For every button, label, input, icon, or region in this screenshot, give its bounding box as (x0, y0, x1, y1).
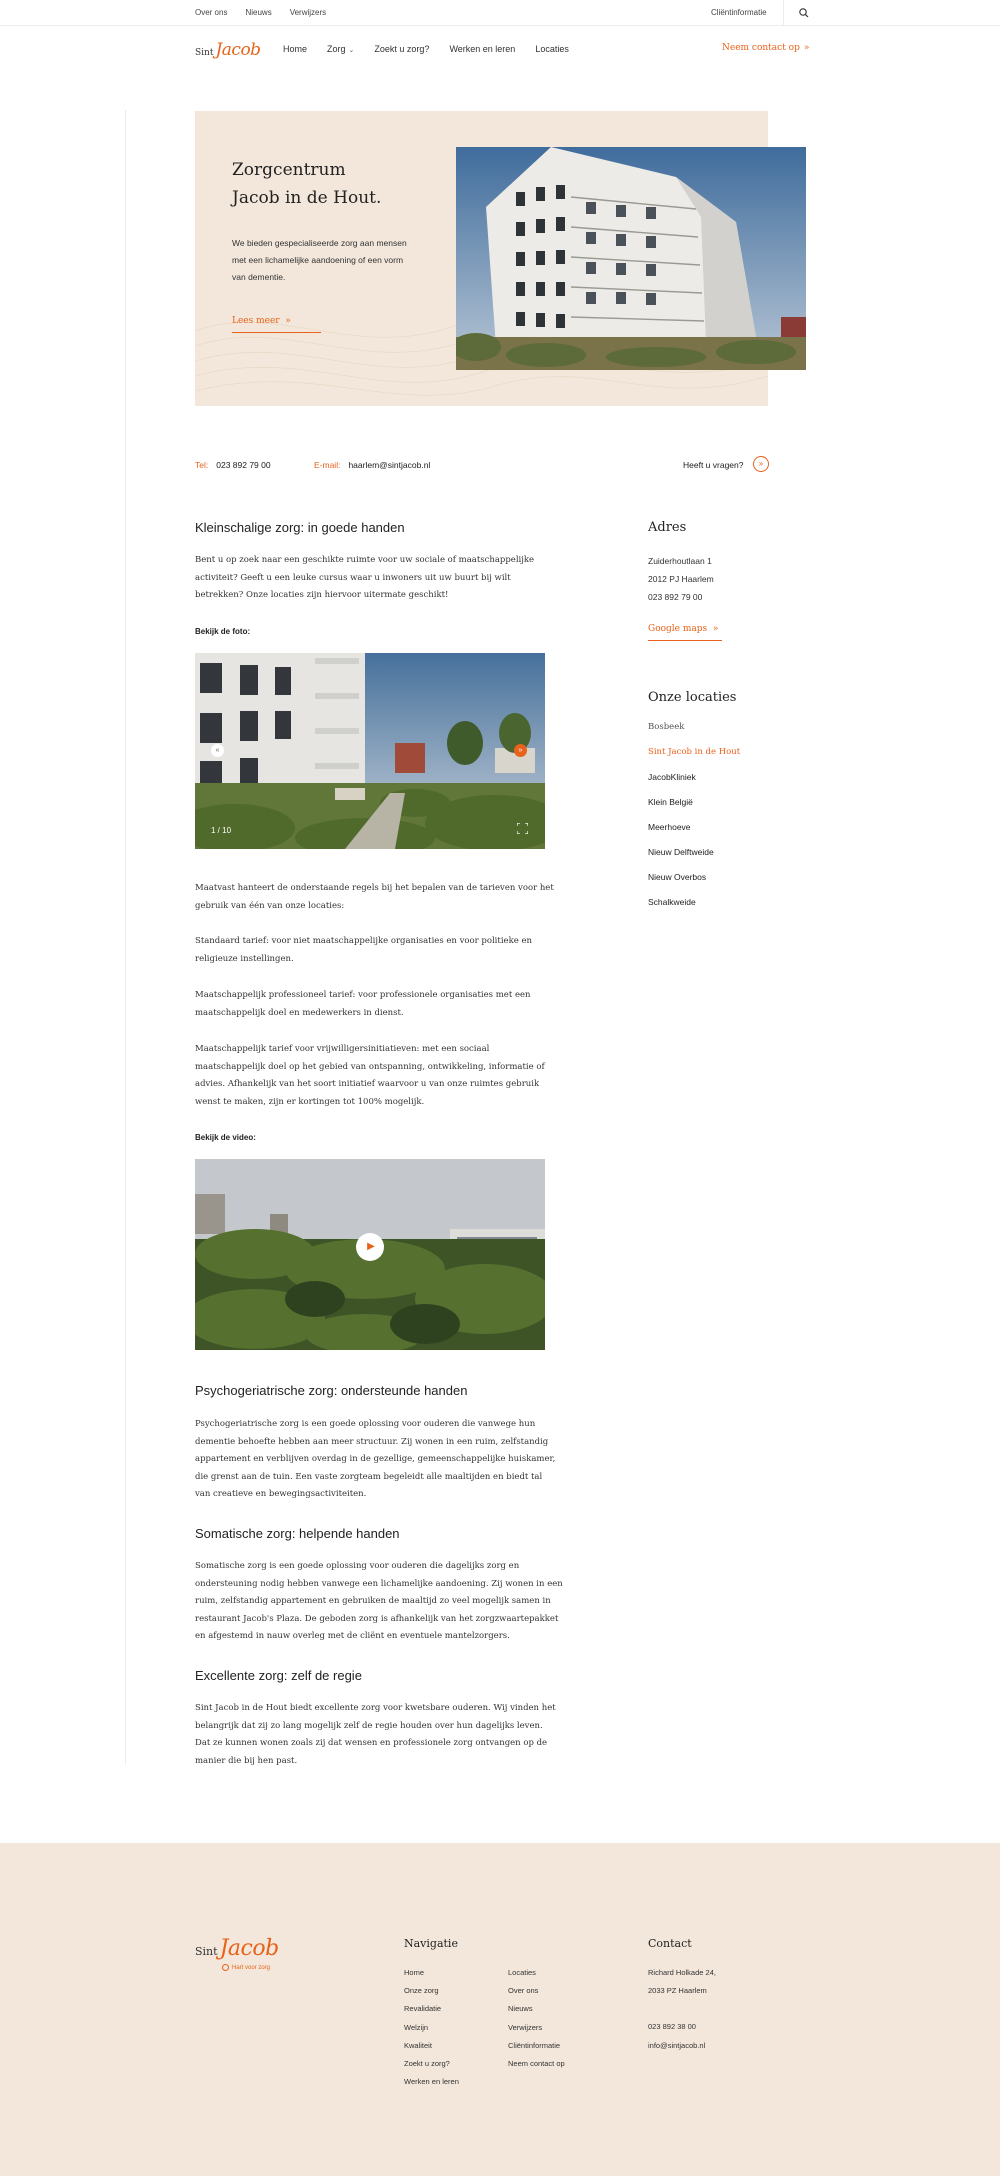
questions-arrow-button[interactable]: » (753, 456, 769, 472)
footer-address-line1: Richard Holkade 24, (648, 1968, 716, 1977)
nav-zorg-label: Zorg (327, 44, 346, 54)
hero (195, 111, 768, 406)
rates-intro: Maatvast hanteert de onderstaande regels bij het bepalen van de tarieven voor het gebruik van één van onze locaties: (195, 883, 554, 911)
play-icon[interactable]: ▶ (356, 1233, 384, 1261)
nav-zorg[interactable] (327, 44, 354, 54)
footer-logo-sint-text: Sint (195, 1945, 218, 1958)
utility-link-verwijzers[interactable]: Verwijzers (289, 8, 327, 17)
section-text-psychogeriatrisch: Psychogeriatrische zorg is een goede oplossing voor ouderen die vanwege hun dementie behoefte hebben aan meer structuur. Zij wonen in een ruim, zelfstandig appartement en verblijven overdag in de gezellige, gemeenschappelijke huiskamer, die grenst aan de tuin. Een vaste zorgteam begeleidt alle maaltijden en biedt tal van creatieve en bewegingsactiviteiten. (195, 1419, 556, 1499)
footer-nav-col1 (404, 1964, 459, 2091)
location-item-nieuw-delftweide[interactable]: Nieuw Delftweide (648, 847, 714, 857)
double-chevron-right-icon: » (282, 316, 291, 326)
gallery-next-button[interactable]: » (514, 744, 527, 757)
footer-link-nieuws[interactable]: Nieuws (508, 2004, 533, 2014)
rates-volunteer: Maatschappelijk tarief voor vrijwilligersinitiatieven: met een sociaal maatschappelijk doel op het gebied van ontspanning, ontwikkeling, informatie of advies. Afhankelijk van het soort initiatief waarvoor u van onze ruimtes gebruik wenst te maken, zijn er kortingen tot 100% mogelijk. (195, 1044, 545, 1107)
section-title-psychogeriatrisch: Psychogeriatrische zorg: ondersteunde handen (195, 1383, 468, 1398)
gallery-counter: 1 / 10 (211, 826, 232, 835)
nav-contact-link[interactable] (722, 43, 809, 53)
footer-link-revalidatie[interactable]: Revalidatie (404, 2004, 442, 2014)
logo-sint-text: Sint (195, 48, 214, 58)
address-title: Adres (648, 520, 687, 535)
utility-divider (783, 0, 784, 26)
location-item-meerhoeve[interactable]: Meerhoeve (648, 822, 691, 832)
address-street: Zuiderhoutlaan 1 (648, 556, 712, 566)
location-item-schalkweide[interactable]: Schalkweide (648, 897, 696, 907)
gallery-prev-button[interactable]: « (211, 744, 224, 757)
footer-link-over-ons[interactable]: Over ons (508, 1986, 539, 1996)
contact-email-label: E-mail: (314, 460, 341, 470)
hero-title (232, 156, 412, 212)
contact-email-value[interactable]: haarlem@sintjacob.nl (348, 460, 431, 470)
footer-logo-jacob-text: Jacob (219, 1936, 279, 1961)
video-label: Bekijk de video: (195, 1133, 256, 1142)
section-title-somatisch: Somatische zorg: helpende handen (195, 1526, 400, 1541)
utility-link-over-ons[interactable]: Over ons (195, 8, 228, 17)
location-item-bosbeek[interactable]: Bosbeek (648, 722, 685, 732)
address-block (648, 552, 714, 606)
footer-link-locaties[interactable]: Locaties (508, 1968, 536, 1977)
hero-title-line1: Zorgcentrum (232, 160, 346, 180)
logo-jacob-text: Jacob (215, 40, 261, 60)
footer-nav-col2 (508, 1964, 565, 2073)
section-text-kleinschalig: Bent u op zoek naar een geschikte ruimte voor uw sociale of maatschappelijke activiteit? Geeft u een leuke cursus waar u inwoners uit uw buurt bij wilt betrekken? Onze locaties zijn hiervoor uitermate geschikt! (195, 555, 535, 600)
footer-link-clientinformatie[interactable]: Cliëntinformatie (508, 2040, 561, 2050)
nav-home[interactable]: Home (283, 44, 308, 54)
questions-text: Heeft u vragen? (683, 460, 744, 470)
section-text-excellent: Sint Jacob in de Hout biedt excellente zorg voor kwetsbare ouderen. Wij vinden het belangrijk dat zij zo lang mogelijk zelf de regie houden over hun dagelijks leven. Dat ze kunnen wonen zoals zij dat wensen en professionele zorg ontvangen op de manier die bij hen past. (195, 1703, 556, 1766)
footer (0, 1843, 1000, 2176)
left-divider (125, 110, 126, 1765)
address-city: 2012 PJ Haarlem (648, 574, 714, 584)
footer-contact-spacer (648, 2000, 716, 2018)
footer-link-welzijn[interactable]: Welzijn (404, 2022, 429, 2032)
double-chevron-right-icon: » (707, 624, 719, 634)
section-text-somatisch: Somatische zorg is een goede oplossing voor ouderen die dagelijks zorg en ondersteuning nodig hebben vanwege een lichamelijke aandoening. Zij wonen in een ruim, zelfstandig appartement en gebruiken de maaltijd zo veel mogelijk samen in restaurant Jacob's Plaza. De geboden zorg is afhankelijk van het zorgzwaartepakket en afgestemd in nauw overleg met de cliënt en eventuele mantelzorgers. (195, 1561, 563, 1641)
section-title-excellent: Excellente zorg: zelf de regie (195, 1668, 362, 1683)
address-phone: 023 892 79 00 (648, 592, 703, 602)
footer-link-werken-en-leren[interactable]: Werken en leren (404, 2077, 459, 2087)
footer-link-home[interactable]: Home (404, 1968, 425, 1977)
nav-zoekt-u-zorg[interactable]: Zoekt u zorg? (374, 44, 430, 54)
footer-email[interactable]: info@sintjacob.nl (648, 2040, 706, 2050)
section-title-kleinschalig: Kleinschalige zorg: in goede handen (195, 520, 405, 535)
utility-link-clientinformatie[interactable]: Cliëntinformatie (711, 8, 767, 17)
contact-strip (195, 460, 768, 480)
nav-locaties[interactable]: Locaties (535, 44, 569, 54)
chevron-down-icon: ⌄ (348, 47, 355, 54)
google-maps-label: Google maps (648, 624, 708, 634)
hero-building-photo (456, 147, 806, 370)
google-maps-link[interactable] (648, 624, 722, 641)
footer-phone[interactable]: 023 892 38 00 (648, 2022, 696, 2032)
location-item-sint-jacob-in-de-hout[interactable]: Sint Jacob in de Hout (648, 747, 741, 757)
footer-address-line2: 2033 PZ Haarlem (648, 1986, 707, 1996)
contact-email (314, 460, 430, 470)
rates-standard: Standaard tarief: voor niet maatschappelijke organisaties en voor politieke en religieuze instellingen. (195, 936, 532, 964)
location-item-klein-belgie[interactable]: Klein België (648, 797, 693, 807)
location-item-jacobkliniek[interactable]: JacobKliniek (648, 772, 696, 782)
search-icon[interactable] (798, 7, 810, 19)
footer-link-onze-zorg[interactable]: Onze zorg (404, 1986, 439, 1996)
footer-link-kwaliteit[interactable]: Kwaliteit (404, 2040, 432, 2050)
contact-phone (195, 460, 271, 470)
utility-links (195, 8, 326, 17)
utility-link-nieuws[interactable]: Nieuws (245, 8, 272, 17)
locations-list (648, 722, 740, 922)
gallery-garden-photo (195, 653, 545, 849)
footer-link-verwijzers[interactable]: Verwijzers (508, 2022, 543, 2032)
footer-contact-title: Contact (648, 1937, 692, 1950)
fullscreen-icon[interactable] (517, 823, 528, 834)
hero-read-more-label: Lees meer (232, 316, 280, 326)
footer-link-zoekt-u-zorg[interactable]: Zoekt u zorg? (404, 2059, 450, 2069)
footer-contact-block (648, 1964, 716, 2055)
footer-tagline (222, 1964, 270, 1971)
photo-label: Bekijk de foto: (195, 627, 251, 636)
double-chevron-right-icon: » (803, 43, 810, 53)
nav-contact-label: Neem contact op (722, 43, 800, 53)
rates-professional: Maatschappelijk professioneel tarief: voor professionele organisaties met een maatschappelijk doel en medewerkers in dienst. (195, 990, 531, 1018)
nav-links (283, 44, 569, 54)
photo-gallery[interactable] (195, 653, 545, 849)
footer-tagline-text: Hart voor zorg (232, 1965, 271, 1972)
utility-bar (0, 0, 1000, 26)
locations-title: Onze locaties (648, 690, 737, 705)
heart-icon (222, 1964, 229, 1971)
main-nav (0, 26, 1000, 74)
hero-lead: We bieden gespecialiseerde zorg aan mensen met een lichamelijke aandoening of een vorm van dementie. (232, 238, 407, 282)
hero-title-line2: Jacob in de Hout. (232, 188, 382, 208)
site-logo[interactable] (195, 40, 261, 60)
contact-phone-value[interactable]: 023 892 79 00 (216, 460, 271, 470)
hero-read-more-link[interactable] (232, 316, 321, 333)
contact-phone-label: Tel: (195, 460, 209, 470)
location-item-nieuw-overbos[interactable]: Nieuw Overbos (648, 872, 707, 882)
video-player[interactable] (195, 1159, 545, 1350)
nav-werken-en-leren[interactable]: Werken en leren (449, 44, 516, 54)
footer-link-neem-contact-op[interactable]: Neem contact op (508, 2059, 565, 2069)
footer-nav-title: Navigatie (404, 1937, 458, 1950)
footer-logo[interactable] (195, 1936, 279, 1961)
